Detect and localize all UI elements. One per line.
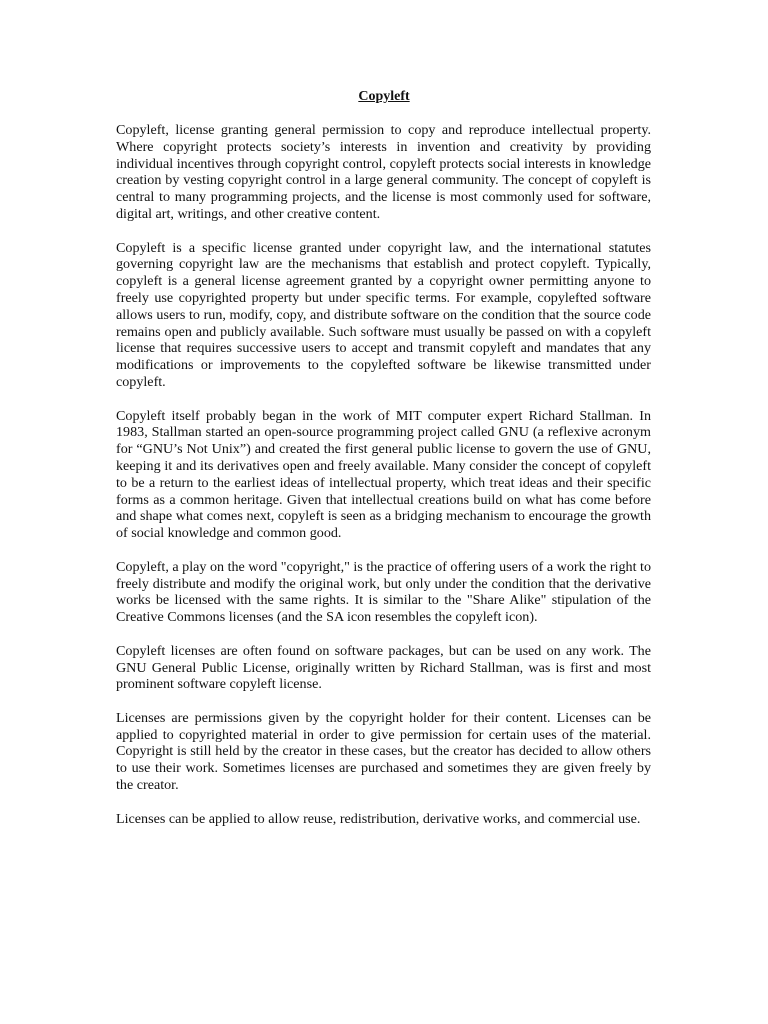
paragraph-6: Licenses are permissions given by the copyright holder for their content. Licenses can be applied to copyrighted material in order to give permission for certain uses of the material. Copyright is still held by the creator in these cases, but the creator has decided to allow others to use their work. Sometimes licenses are purchased and sometimes they are given freely by the creator. bbox=[116, 709, 651, 794]
paragraph-4: Copyleft, a play on the word "copyright," is the practice of offering users of a work the right to freely distribute and modify the original work, but only under the condition that the derivative works be licensed with the same rights. It is similar to the "Share Alike" stipulation of the Creative Commons licenses (and the SA icon resembles the copyleft icon). bbox=[116, 558, 651, 626]
paragraph-5: Copyleft licenses are often found on software packages, but can be used on any work. The GNU General Public License, originally written by Richard Stallman, was is first and most prominent software copyleft license. bbox=[116, 642, 651, 693]
document-title: Copyleft bbox=[358, 89, 410, 104]
paragraph-2: Copyleft is a specific license granted under copyright law, and the international statutes governing copyright law are the mechanisms that establish and protect copyleft. Typically, copyleft is a general license agreement granted by a copyright owner permitting anyone to freely use copyrighted property but under specific terms. For example, copylefted software allows users to run, modify, copy, and distribute software on the condition that the source code remains open and publicly available. Such software must usually be passed on with a copyleft license that requires successive users to accept and transmit copyleft and mandates that any modifications or improvements to the copylefted software be likewise transmitted under copyleft. bbox=[116, 239, 651, 390]
paragraph-3: Copyleft itself probably began in the work of MIT computer expert Richard Stallman. In 1983, Stallman started an open-source programming project called GNU (a reflexive acronym for “GNU’s Not Unix”) and created the first general public license to govern the use of GNU, keeping it and its derivatives open and freely available. Many consider the concept of copyleft to be a return to the earliest ideas of intellectual property, which treat ideas and their specific forms as a common heritage. Given that intellectual creations build on what has come before and shape what comes next, copyleft is seen as a bridging mechanism to encourage the growth of social knowledge and common good. bbox=[116, 407, 651, 542]
document-body bbox=[116, 122, 651, 844]
paragraph-1: Copyleft, license granting general permission to copy and reproduce intellectual property. Where copyright protects society’s interests in invention and creativity by providing individual incentives through copyright control, copyleft protects social interests in knowledge creation by vesting copyright control in a large general community. The concept of copyleft is central to many programming projects, and the license is most commonly used for software, digital art, writings, and other creative content. bbox=[116, 122, 651, 222]
paragraph-7: Licenses can be applied to allow reuse, redistribution, derivative works, and commercial use. bbox=[116, 810, 641, 827]
